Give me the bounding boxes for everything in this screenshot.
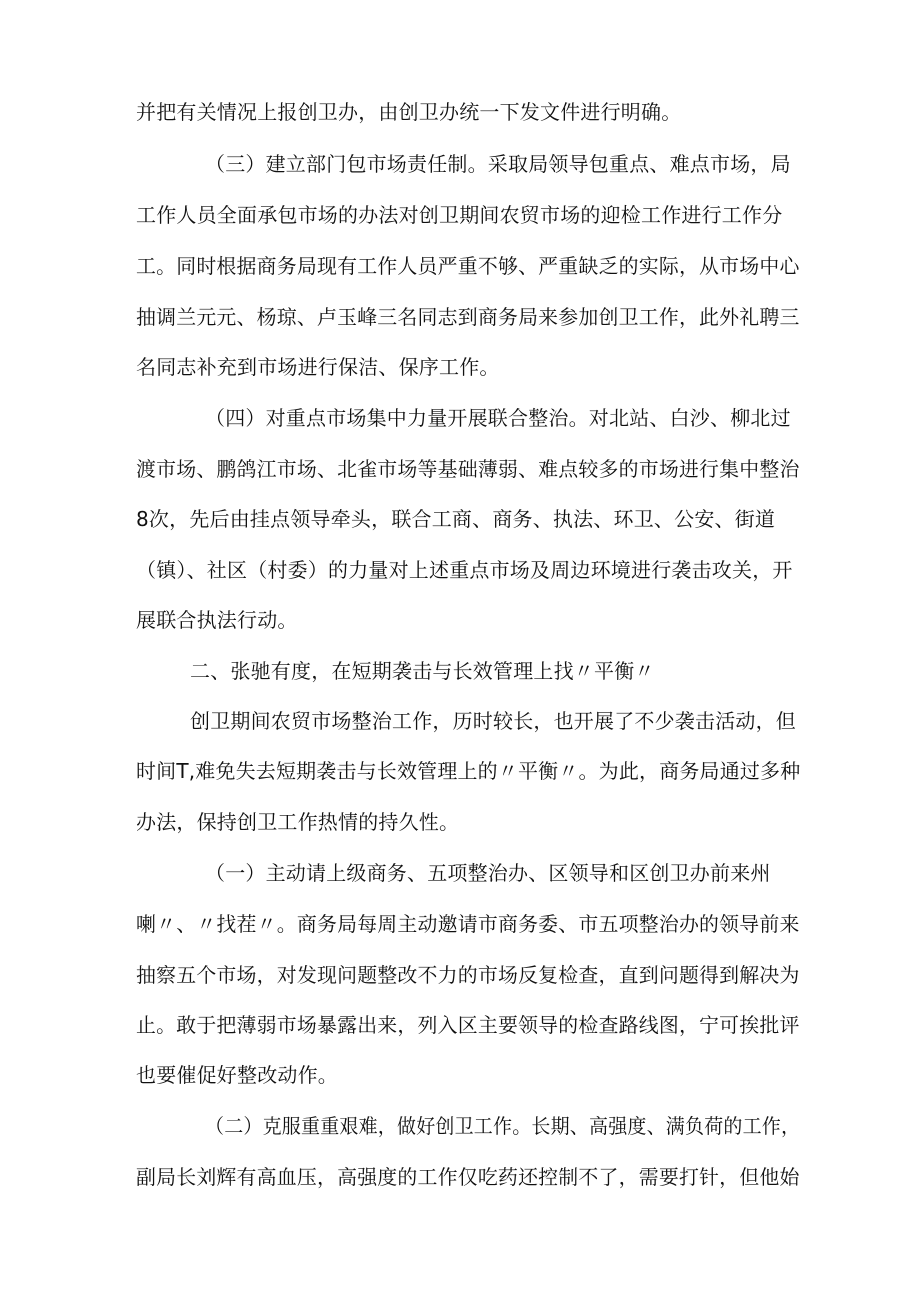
chapter-heading-line: 二、张驰有度，在短期袭击与长效管理上找〃平衡〃 bbox=[190, 659, 655, 683]
text-line: 也要催促好整改动作。 bbox=[136, 1063, 338, 1087]
text-line: 8次，先后由挂点领导牵头，联合工商、商务、执法、环卫、公安、街道 bbox=[136, 507, 776, 531]
section-heading-line: （一）主动请上级商务、五项整治办、区领导和区创卫办前来州 bbox=[205, 861, 771, 885]
text-line: 工作人员全面承包市场的办法对创卫期间农贸市场的迎检工作进行工作分 bbox=[136, 203, 783, 227]
text-line: 止。敢于把薄弱市场暴露出来，列入区主要领导的检查路线图，宁可挨批评 bbox=[136, 1013, 800, 1037]
section-heading-line: （二）克服重重艰难，做好创卫工作。长期、高强度、满负荷的工作， bbox=[205, 1114, 801, 1138]
text-line: （镇）、社区（村委）的力量对上述重点市场及周边环境进行袭击攻关，开 bbox=[136, 558, 793, 582]
text-line: 抽察五个市场，对发现问题整改不力的市场反复检查，直到问题得到解决为 bbox=[136, 963, 800, 987]
text-line: 抽调兰元元、杨琼、卢玉峰三名同志到商务局来参加创卫工作，此外礼聘三 bbox=[136, 305, 800, 329]
text-line: 展联合执法行动。 bbox=[136, 608, 298, 632]
text-line: 创卫期间农贸市场整治工作，历时较长，也开展了不少袭击活动，但 bbox=[190, 709, 796, 733]
text-line: 喇〃、〃找茬〃。商务局每周主动邀请市商务委、市五项整治办的领导前来 bbox=[136, 912, 800, 936]
text-line: 工。同时根据商务局现有工作人员严重不够、严重缺乏的实际，从市场中心 bbox=[136, 254, 800, 278]
section-heading-line: （四）对重点市场集中力量开展联合整治。对北站、白沙、柳北过 bbox=[205, 406, 791, 430]
text-line: 名同志补充到市场进行保洁、保序工作。 bbox=[136, 355, 500, 379]
text-line: 副局长刘辉有高血压，高强度的工作仅吃药还控制不了，需要打针，但他始 bbox=[136, 1165, 800, 1189]
text-line: 并把有关情况上报创卫办，由创卫办统一下发文件进行明确。 bbox=[136, 100, 682, 124]
section-heading-line: （三）建立部门包市场责任制。采取局领导包重点、难点市场，局 bbox=[205, 152, 791, 176]
text-line: 时间T,难免失去短期袭击与长效管理上的〃平衡〃。为此，商务局通过多种 bbox=[136, 759, 801, 783]
text-line: 办法，保持创卫工作热情的持久性。 bbox=[136, 810, 460, 834]
text-line: 渡市场、鹏鸽江市场、北雀市场等基础薄弱、难点较多的市场进行集中整治 bbox=[136, 457, 800, 481]
